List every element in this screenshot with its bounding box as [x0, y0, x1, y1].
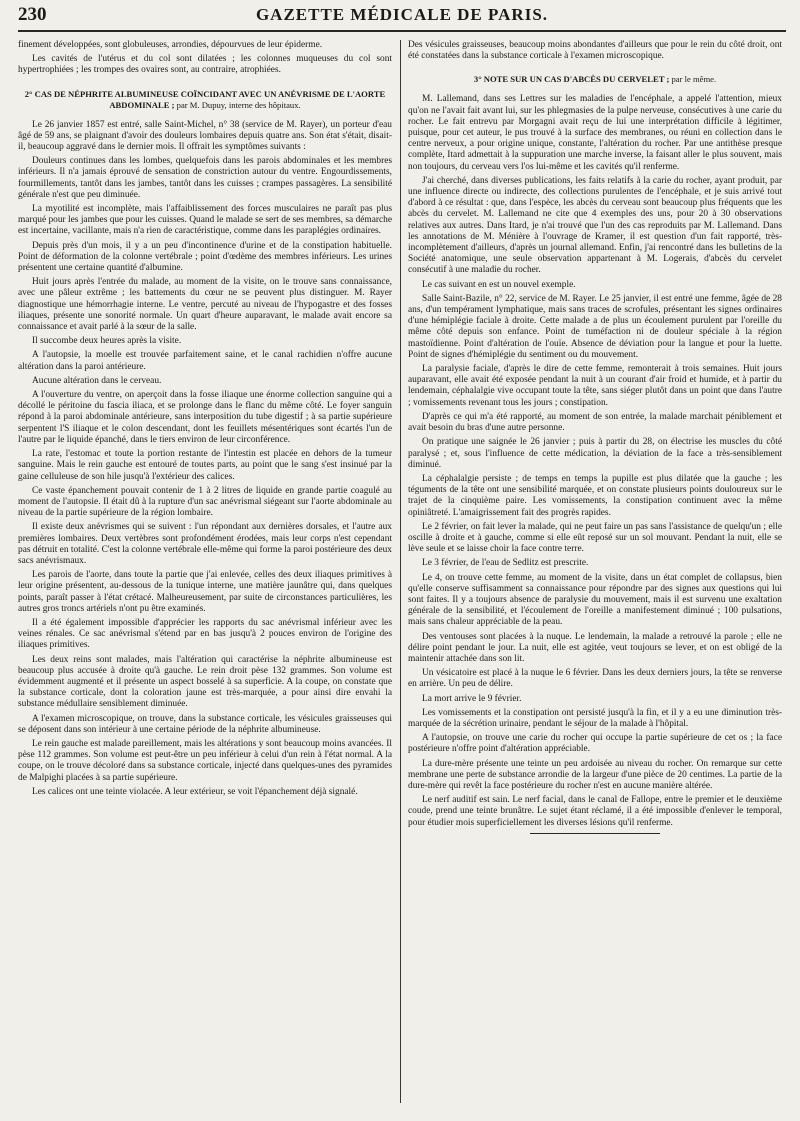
paragraph: Le rein gauche est malade pareillement, mais les altérations y sont beaucoup moins avancées. Il pèse 112 grammes. Son volume est peut-être un peu inférieur à celui d'un rein à l'état normal. A la coupe, on le trouve décoloré dans sa substance corticale, injecté dans quelques-unes des pyramides de Malpighi placées à sa partie supérieure. — [18, 738, 392, 783]
section-title: 2° CAS DE NÉPHRITE ALBUMINEUSE COÏNCIDANT AVEC UN ANÉVRISME DE L'AORTE ABDOMINALE ; — [24, 88, 386, 110]
paragraph: A l'examen microscopique, on trouve, dans la substance corticale, les vésicules graisseuses qui se déposent dans son intérieur à une certaine période de la néphrite albumineuse. — [18, 713, 392, 735]
paragraph: On pratique une saignée le 26 janvier ; puis à partir du 28, on électrise les muscles du côté paralysé ; et, sous l'influence de cette médication, la déviation de la face a très-sensiblement diminué. — [408, 437, 782, 470]
paragraph: Il existe deux anévrismes qui se suivent : l'un répondant aux dernières dorsales, et l'autre aux premières lombaires. Deux vertèbres sont profondément érodées, mais leur corps n'est cependant pas détruit en totalité. C'est la colonne vertébrale elle-même qui forme la paroi postérieure des deux sacs anévrismaux. — [18, 522, 392, 566]
paragraph: Le 2 février, on fait lever la malade, qui ne peut faire un pas sans l'assistance de quelqu'un ; elle oscille à droite et à gauche, comme si elle eût reposé sur un sol mouvant. Pendant la nuit, elle se lève seule et se laisse choir la face contre terre. — [408, 521, 782, 555]
section-author: par M. Dupuy, interne des hôpitaux. — [176, 99, 301, 110]
paragraph: La mort arrive le 9 février. — [422, 693, 522, 704]
paragraph: Le 4, on trouve cette femme, au moment de la visite, dans un état complet de collapsus, bien qu'elle conserve suffisamment sa connaissance pour répondre par des signes aux questions qui lui sont faites. Il y a toujours absence de paralysie du mouvement, mais il est survenu une exaltation générale de la sensibilité, et l'écoulement de l'oreille a manifestement diminué ; 100 pulsations, mais sans chaleur appréciable de la peau. — [408, 572, 782, 628]
column-divider — [400, 40, 401, 1103]
paragraph: Le nerf auditif est sain. Le nerf facial, dans le canal de Fallope, entre le premier et le deuxième coude, prend une teinte brunâtre. Le sujet étant réclamé, il a été impossible d'enlever le temporal, pour étudier mois superficiellement les diverses lésions qu'il renferme. — [408, 795, 782, 828]
journal-title: GAZETTE MÉDICALE DE PARIS. — [255, 5, 549, 24]
paragraph: finement développées, sont globuleuses, arrondies, dépourvues de leur épiderme. — [18, 40, 323, 50]
paragraph: Le 26 janvier 1857 est entré, salle Saint-Michel, n° 38 (service de M. Rayer), un porteur d'eau âgé de 59 ans, se plaignant d'avoir des douleurs lombaires depuis quatre ans. Son état s'était, disait-il, beaucoup aggravé dans le dernier mois. Il offrait les symptômes suivants : — [18, 119, 392, 153]
paragraph: Depuis près d'un mois, il y a un peu d'incontinence d'urine et de la constipation habituelle. Point de déformation de la colonne vertébrale ; point d'œdème des membres inférieurs. Les urines présentent une certaine quantité d'albumine. — [18, 240, 392, 274]
paragraph: J'ai cherché, dans diverses publications, les faits relatifs à la carie du rocher, ayant produit, par une influence directe ou indirecte, des collections purulentes de l'encéphale, et je suis arrivé tout d'abord à ce résultat : que, dans l'espèce, les abcès du cerveau sont beaucoup plus fréquents que les abcès du cervelet. M. Lallemand ne cite que 4 exemples des uns, pour 20 à 30 observations relatives aux autres. Dans Itard, je n'ai trouvé que l'un des cas reproduits par M. Lallemand. Dans les annotations de M. Ménière à l'ouvrage de Kramer, il est question d'un fait rapporté, très-incomplètement d'ailleurs, d'après un journal allemand. Enfin, j'ai rencontré dans les bulletins de la Société anatomique, une seule observation appartenant à M. Logerais, d'abcès du cervelet consécutif à une maladie du rocher. — [408, 175, 782, 276]
section-heading-nephrite — [18, 89, 392, 111]
paragraph: Les deux reins sont malades, mais l'altération qui caractérise la néphrite albumineuse est beaucoup plus accusée à droite qu'à gauche. Le rein droit pèse 132 grammes. Son volume est évidemment augmenté et il présente un aspect bosselé à sa superficie. A la coupe, on constate que la substance corticale, dont la coloration jaune est très-marquée, a pour ainsi dire envahi la substance médullaire sensiblement diminuée. — [18, 654, 392, 710]
paragraph: Des vésicules graisseuses, beaucoup moins abondantes d'ailleurs que pour le rein du côté droit, ont été constatées dans la substance corticale à l'examen microscopique. — [408, 40, 782, 62]
page-number: 230 — [18, 4, 47, 25]
paragraph: D'après ce qui m'a été rapporté, au moment de son entrée, la malade marchait péniblement et avait besoin du bras d'une autre personne. — [408, 411, 782, 434]
left-column — [18, 40, 392, 1103]
paragraph: A l'autopsie, la moelle est trouvée parfaitement saine, et le canal rachidien n'offre aucune altération dans la paroi antérieure. — [18, 350, 392, 372]
paragraph: La paralysie faciale, d'après le dire de cette femme, remonterait à trois semaines. Huit jours auparavant, elle avait été exposée pendant la nuit à un courant d'air froid et humide, et à partir du lendemain, céphalalgie vive occupant toute la tête, sans siéger plutôt dans un point que dans l'autre ; vomissements revenant tous les jours ; constipation. — [408, 364, 782, 408]
paragraph: Aucune altération dans le cerveau. — [32, 375, 162, 386]
paragraph: Ce vaste épanchement pouvait contenir de 1 à 2 litres de liquide en grande partie coagulé au moment de l'autopsie. Il était dû à la rupture d'un sac anévrismal siégeant sur l'aorte abdominale au niveau de la partie supérieure de la région lombaire. — [18, 485, 392, 519]
paragraph: Les parois de l'aorte, dans toute la partie que j'ai enlevée, celles des deux iliaques primitives à leur origine présentent, au-dessous de la tunique interne, une matière jaunâtre qui, dans quelques points, paraît passer à l'état crétacé. Malheureusement, par suite de circonstances particulières, les autres gros troncs artériels n'ont pu être examinés. — [18, 570, 392, 614]
paragraph: Il succombe deux heures après la visite. — [32, 336, 182, 347]
paragraph: Le 3 février, de l'eau de Sedlitz est prescrite. — [422, 558, 589, 569]
paragraph: Les vomissements et la constipation ont persisté jusqu'à la fin, et il y a eu une diminution très-marquée de la sécrétion urinaire, pendant le séjour de la malade à l'hôpital. — [408, 707, 782, 729]
paragraph: La myotilité est incomplète, mais l'affaiblissement des forces musculaires ne paraît pas plus marqué pour les jambes que pour les cuisses. Quand le malade se sert de ses membres, sa démarche est incertaine, vacillante, mais n'a rien de caractéristique, comme dans les paraplégies ordinaires. — [18, 204, 392, 237]
paragraph: Un vésicatoire est placé à la nuque le 6 février. Dans les deux derniers jours, la tête se renverse en arrière. Un peu de délire. — [408, 668, 782, 690]
paragraph: Les calices ont une teinte violacée. A leur extérieur, se voit l'épanchement déjà signalé. — [32, 786, 358, 797]
paragraph: M. Lallemand, dans ses Lettres sur les maladies de l'encéphale, a appelé l'attention, mieux qu'on ne l'avait fait avant lui, sur les phlegmasies de la pulpe nerveuse, consécutives à une carie du rocher. Le fait entrevu par Morgagni avait reçu de lui une interprétation difficile à légitimer, puisque, pour cet auteur, le pus trouvé à la surface des membranes, ou réuni en collection dans le centre nerveux, a pour origine unique, constante, l'altération du rocher. Par une antithèse presque complète, Itard admettait à la suppuration une marche inverse, la faisant aller le plus souvent, mais non toujours, du cerveau vers l'os lui-même et les cavités qu'il renferme. — [408, 94, 782, 172]
paragraph: Douleurs continues dans les lombes, quelquefois dans les parois abdominales et les membres inférieurs. Il n'a jamais éprouvé de sensation de constriction autour du ventre. Engourdissements, fourmillements, tantôt dans les jambes, tantôt dans les cuisses ; crampes passagères. La sensibilité générale n'est que peu diminuée. — [18, 156, 392, 200]
paragraph: La dure-mère présente une teinte un peu ardoisée au niveau du rocher. On remarque sur cette membrane une perte de substance arrondie de la largeur d'une pièce de 20 centimes. La partie de la dure-mère qui revêt la face postérieure du rocher n'est en aucune manière altérée. — [408, 758, 782, 791]
paragraph: La rate, l'estomac et toute la portion restante de l'intestin est placée en dehors de la tumeur sanguine. Mais le rein gauche est entouré de toutes parts, au point que le sang s'est insinué par la gaine celluleuse de son hile jusqu'à l'extérieur des calices. — [18, 449, 392, 482]
section-author: par le même. — [671, 74, 717, 85]
paragraph: A l'ouverture du ventre, on aperçoit dans la fosse iliaque une énorme collection sanguine qui a décollé le péritoine du fascia iliaca, et se prolonge dans le flanc du même côté. Le foyer sanguin répond à la paroi abdominale antérieure, sans interposition du tube digestif ; à sa partie supérieure serpentent l'S iliaque et le colon descendant, dont les feuillets mésentériques sont écartés l'un de l'autre par le liquide épanché, dans le tiers environ de leur circonférence. — [18, 390, 392, 445]
page-header — [18, 4, 786, 32]
section-heading-abces — [408, 74, 782, 85]
section-title: 3° NOTE SUR UN CAS D'ABCÈS DU CERVELET ; — [473, 74, 670, 85]
right-column — [408, 40, 782, 1103]
end-rule — [530, 833, 660, 834]
paragraph: Salle Saint-Bazile, n° 22, service de M. Rayer. Le 25 janvier, il est entré une femme, âgée de 28 ans, d'un tempérament lymphatique, mais sans traces de scrofules, présentant les signes ordinaires d'une hémiplégie faciale à droite. Cette malade a de plus un écoulement purulent par l'oreille du même côté depuis son enfance. Point de tuméfaction ni de douleur spéciale à la région mastoïdienne. Point d'altération de l'ouïe. Absence de déviation pour la langue et pour la luette. Point de signes d'hémiplégie du sentiment ou du mouvement. — [408, 293, 782, 360]
paragraph: Des ventouses sont placées à la nuque. Le lendemain, la malade a retrouvé la parole ; elle ne délire point pendant le jour. La nuit, elle est agitée, veut toujours se lever, et on est obligé de la maintenir attachée dans son lit. — [408, 631, 782, 664]
paragraph: Les cavités de l'utérus et du col sont dilatées ; les colonnes muqueuses du col sont hypertrophiées ; les trompes des ovaires sont, au contraire, atrophiées. — [18, 54, 392, 76]
paragraph: Il a été également impossible d'apprécier les rapports du sac anévrismal inférieur avec les veines rénales. Ce sac anévrismal s'étend par en bas jusqu'à 2 pouces environ de l'origine des iliaques primitives. — [18, 617, 392, 651]
paragraph: La céphalalgie persiste ; de temps en temps la pupille est plus dilatée que la gauche ; les téguments de la tête ont une sensibilité marquée, et on constate plusieurs points douloureux sur le trajet de la cinquième paire. Les vomissements, la constipation continuent avec la même opiniâtreté. L'amaigrissement fait des progrès rapides. — [408, 473, 782, 518]
paragraph: A l'autopsie, on trouve une carie du rocher qui occupe la partie supérieure de cet os ; la face postérieure n'offre point d'altération appréciable. — [408, 733, 782, 755]
paragraph: Huit jours après l'entrée du malade, au moment de la visite, on le trouve sans connaissance, avec une pâleur extrême ; les battements du cœur ne se peuvent plus distinguer. M. Rayer diagnostique une hémorrhagie interne. Le ventre, percuté au niveau de l'hypogastre et des fosses iliaques, présente une sonorité normale. Un quart d'heure auparavant, le malade avait encore sa connaissance et avait parlé à la sœur de la salle. — [18, 277, 392, 333]
paragraph: Le cas suivant en est un nouvel exemple. — [422, 279, 576, 290]
